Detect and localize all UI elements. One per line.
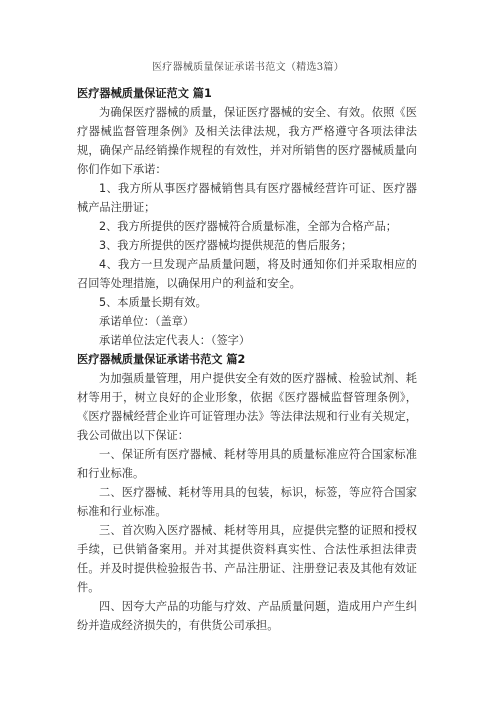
paragraph: 5、本质量长期有效。 — [99, 296, 207, 309]
section-heading: 医疗器械质量保证范文 篇1 — [77, 87, 212, 100]
section-heading: 医疗器械质量保证承诺书范文 篇2 — [77, 353, 246, 366]
paragraph: 承诺单位法定代表人：（签字） — [99, 334, 251, 347]
paragraph: 一、保证所有医疗器械、耗材等用具的质量标准应符合国家标准和行业标准。 — [77, 448, 417, 480]
paragraph: 1、我方所从事医疗器械销售具有医疗器械经营许可证、医疗器械产品注册证； — [77, 182, 417, 214]
document-title: 医疗器械质量保证承诺书范文（精选3篇） — [151, 62, 345, 73]
paragraph: 三、首次购入医疗器械、耗材等用具，应提供完整的证照和授权手续，已供销备案用。并对其提供资料真实性、合法性承担法律责任。并及时提供检验报告书、产品注册证、注册登记表及其他有效证件。 — [77, 524, 417, 594]
paragraph: 3、我方所提供的医疗器械均提供规范的售后服务； — [99, 239, 353, 252]
paragraph: 四、因夸大产品的功能与疗效、产品质量问题，造成用户产生纠纷并造成经济损失的，有供货公司承担。 — [77, 600, 417, 632]
paragraph: 为加强质量管理，用户提供安全有效的医疗器械、检验试剂、耗材等用于，树立良好的企业形象，依据《医疗器械监督管理条例》，《医疗器械经营企业许可证管理办法》等法律法规和行业有关规定，我公司做出以下保证： — [77, 372, 417, 442]
paragraph: 为确保医疗器械的质量，保证医疗器械的安全、有效。依照《医疗器械监督管理条例》及相关法律法规，我方严格遵守各项法律法规，确保产品经销操作规程的有效性，并对所销售的医疗器械质量向你们作如下承诺： — [77, 106, 417, 176]
paragraph: 承诺单位：（盖章） — [99, 315, 195, 328]
paragraph: 二、医疗器械、耗材等用具的包装，标识，标签，等应符合国家标准和行业标准。 — [77, 486, 417, 518]
paragraph: 2、我方所提供的医疗器械符合质量标准，全部为合格产品； — [99, 220, 397, 233]
document-body — [77, 84, 417, 635]
paragraph: 4、我方一旦发现产品质量问题，将及时通知你们并采取相应的召回等处理措施，以确保用户的利益和安全。 — [77, 258, 417, 290]
